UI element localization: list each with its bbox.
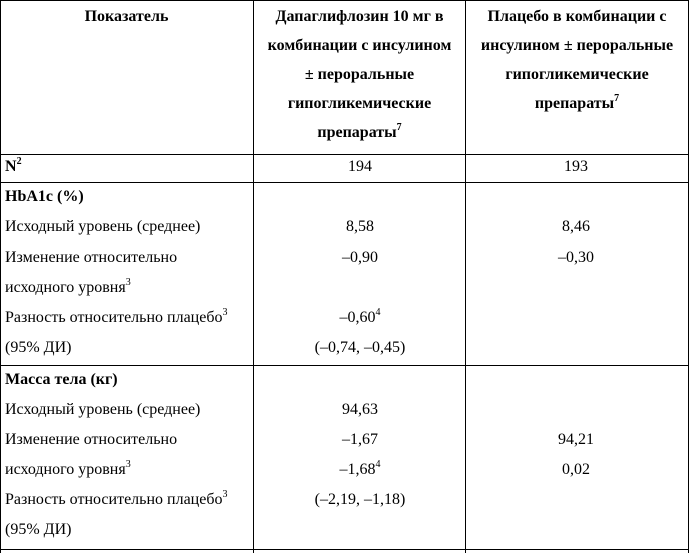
hba1c-change-label: Изменение относительно [5, 249, 178, 266]
weight-change-placebo: 0,02 [562, 461, 590, 478]
hba1c-change-label-cont: исходного уровня$^3$ [5, 276, 131, 296]
hba1c-baseline-placebo: 8,46 [562, 218, 590, 235]
hba1c-baseline-dapagliflozin: 8,58 [346, 218, 374, 235]
hba1c-ci-dapagliflozin: (–0,74, –0,45) [314, 339, 406, 356]
table-border-left [0, 0, 1, 553]
hba1c-diff-label: Разность относительно плацебо$^3$ [5, 306, 228, 326]
header-indicator: Показатель [84, 8, 169, 25]
weight-baseline-dapagliflozin: 94,63 [342, 401, 378, 418]
weight-change-dapagliflozin: –1,67 [342, 431, 378, 448]
hba1c-title: HbA1c (%) [5, 188, 84, 205]
n-label: $N^2$ [5, 155, 22, 175]
hba1c-change-dapagliflozin: –0,90 [342, 249, 378, 266]
hba1c-baseline-label: Исходный уровень (среднее) [5, 218, 201, 235]
hba1c-diff-dapagliflozin: –0,60$^4$ [339, 306, 381, 326]
weight-baseline-placebo: 94,21 [558, 431, 594, 448]
weight-ci-label: (95% ДИ) [5, 521, 72, 538]
header-dapagliflozin: Дапаглифлозин 10 мг в комбинации с инсулином ± пероральные гипогликемические препараты$^7$ [267, 8, 452, 141]
weight-baseline-label: Исходный уровень (среднее) [5, 401, 201, 418]
hba1c-ci-label: (95% ДИ) [5, 339, 72, 356]
table-border-top [0, 0, 689, 1]
header-placebo: Плацебо в комбинации с инсулином ± пероральные гипогликемические препараты$^7$ [480, 8, 674, 112]
table-border-bottom [0, 549, 689, 550]
n-placebo: 193 [564, 158, 588, 175]
weight-ci-dapagliflozin: (–2,19, –1,18) [314, 491, 406, 508]
weight-change-label-cont: исходного уровня$^3$ [5, 458, 131, 478]
weight-title: Масса тела (кг) [5, 371, 118, 388]
n-dapagliflozin: 194 [348, 158, 372, 175]
weight-diff-dapagliflozin: –1,68$^4$ [339, 458, 381, 478]
table-border-right [688, 0, 689, 553]
n-row-divider [0, 182, 689, 183]
weight-diff-label: Разность относительно плацебо$^3$ [5, 488, 228, 508]
hba1c-change-placebo: –0,30 [558, 249, 594, 266]
weight-change-label: Изменение относительно [5, 431, 178, 448]
